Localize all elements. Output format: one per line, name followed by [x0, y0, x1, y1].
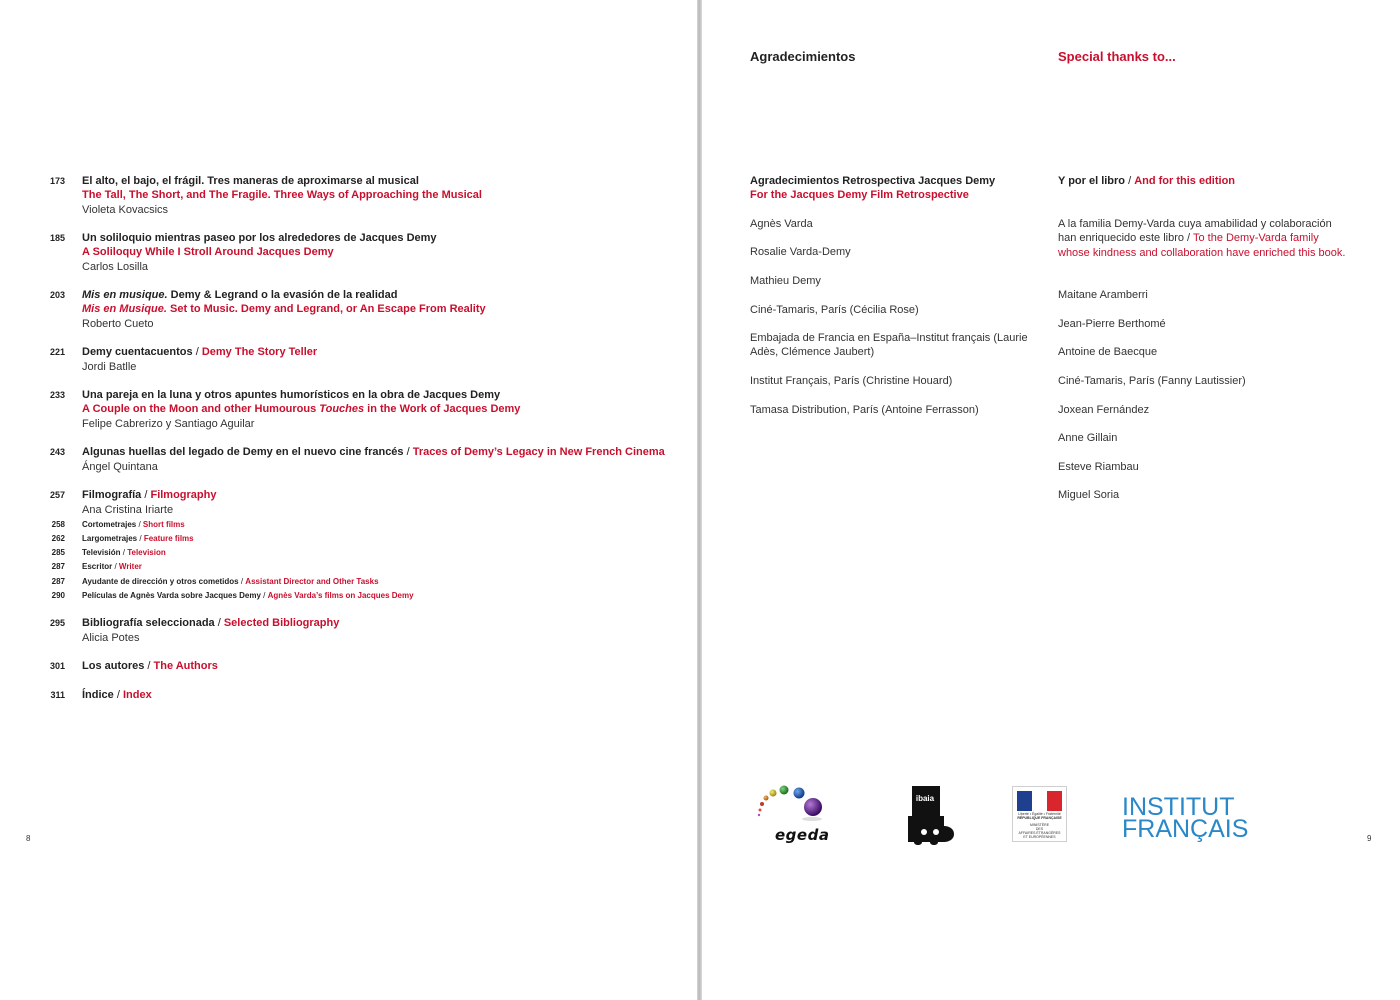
toc-title-es: El alto, el bajo, el frágil. Tres maneras de aproximarse al musical: [82, 175, 419, 187]
toc-title-en-italic: Touches: [319, 403, 365, 415]
rf-affaires: AFFAIRES ÉTRANGÈRES: [1018, 831, 1061, 835]
book-name: Anne Gillain: [1058, 432, 1118, 444]
toc-title-es-italic: Mis en musique.: [82, 289, 168, 301]
toc-title-en: [82, 302, 486, 316]
toc-subentry[interactable]: [0, 576, 690, 590]
table-of-contents: [0, 0, 690, 1000]
institut-wordmark-line1: INSTITUT: [1122, 793, 1235, 821]
toc-separator: /: [137, 534, 144, 543]
page-number-right: 9: [1367, 834, 1372, 843]
toc-title-es: Índice: [82, 689, 114, 701]
toc-subtitle-en: Short films: [142, 520, 185, 529]
toc-subtitle-en: Feature films: [143, 534, 194, 543]
toc-title: [82, 345, 317, 359]
toc-title: [82, 659, 218, 673]
toc-separator: /: [141, 489, 151, 501]
toc-subtitle: [82, 547, 166, 559]
toc-title-en: Demy The Story Teller: [201, 346, 318, 358]
toc-title-es: [82, 288, 397, 302]
ibaia-logo: [908, 786, 942, 844]
toc-subtitle-es: Televisión: [82, 548, 121, 557]
toc-title-es: Una pareja en la luna y otros apuntes humorísticos en la obra de Jacques Demy: [82, 389, 501, 401]
toc-page-number: 185: [49, 233, 65, 243]
retro-name: Mathieu Demy: [750, 275, 821, 287]
toc-subtitle-es: Ayudante de dirección y otros cometidos: [82, 577, 239, 586]
toc-page-number: 301: [49, 661, 65, 671]
retro-title-es: Agradecimientos Retrospectiva Jacques Demy: [750, 175, 996, 187]
toc-page-number: 295: [49, 618, 65, 628]
book-dedication: [1058, 217, 1348, 260]
toc-subtitle: [82, 533, 194, 545]
toc-title-es: Algunas huellas del legado de Demy en el nuevo cine francés: [82, 446, 404, 458]
marianne-flag-icon: [1013, 789, 1066, 813]
retro-name: Tamasa Distribution, París (Antoine Ferrasson): [750, 404, 979, 416]
toc-separator: /: [260, 591, 268, 600]
toc-title: [82, 445, 665, 459]
book-name: Ciné-Tamaris, París (Fanny Lautissier): [1058, 375, 1246, 387]
toc-title-en-rest: Set to Music. Demy and Legrand, or An Escape From Reality: [166, 303, 486, 315]
toc-page-number: 262: [51, 534, 65, 543]
toc-author: Ángel Quintana: [82, 461, 158, 473]
rf-des: DES: [1035, 827, 1044, 831]
book-name: Jean-Pierre Berthomé: [1058, 318, 1166, 330]
toc-subtitle-en: Television: [127, 548, 166, 557]
toc-title: [82, 616, 339, 630]
toc-title: [82, 488, 216, 502]
toc-subtitle-en: Writer: [118, 562, 142, 571]
toc-page-number: 285: [51, 548, 65, 557]
book-name: Joxean Fernández: [1058, 404, 1150, 416]
ibaia-wordmark: ibaia: [915, 794, 935, 803]
toc-subentry[interactable]: [0, 547, 690, 561]
toc-page-number: 287: [51, 562, 65, 571]
toc-page-number: 233: [49, 390, 65, 400]
toc-title-en-post: in the Work of Jacques Demy: [364, 403, 521, 415]
retro-name: Institut Français, París (Christine Houard): [750, 375, 953, 387]
book-dedication-en: To the Demy-Varda family whose kindness and collaboration have enriched this book.: [1058, 232, 1346, 259]
republique-francaise-logo: [1012, 786, 1067, 842]
toc-title-es: Filmografía: [82, 489, 142, 501]
rf-republique: RÉPUBLIQUE FRANÇAISE: [1017, 816, 1062, 820]
toc-title-es-rest: Demy & Legrand o la evasión de la realidad: [167, 289, 398, 301]
toc-separator: /: [112, 562, 119, 571]
toc-author: Jordi Batlle: [82, 361, 137, 373]
toc-separator: /: [136, 520, 143, 529]
toc-subentry[interactable]: [0, 590, 690, 604]
toc-author: Carlos Losilla: [82, 261, 149, 273]
institut-francais-logo: [1122, 793, 1249, 843]
toc-author: Felipe Cabrerizo y Santiago Aguilar: [82, 418, 255, 430]
toc-separator: /: [214, 617, 224, 629]
toc-page-number: 221: [49, 347, 65, 357]
egeda-logo-icon: [748, 782, 853, 828]
toc-subtitle-es: Cortometrajes: [82, 520, 137, 529]
toc-subtitle: [82, 576, 379, 588]
toc-separator: /: [238, 577, 246, 586]
toc-title-en-italic: Mis en Musique.: [82, 303, 167, 315]
heading-acknowledgements-en: Special thanks to...: [1058, 49, 1176, 64]
toc-title-en: [82, 402, 520, 416]
book-dedication-es: A la familia Demy-Varda cuya amabilidad y colaboración han enriquecido este libro: [1058, 218, 1332, 245]
toc-title-en: Traces of Demy’s Legacy in New French Cinema: [412, 446, 665, 458]
book-title-es: Y por el libro: [1058, 175, 1126, 187]
toc-author: Ana Cristina Iriarte: [82, 504, 174, 516]
book-name: Antoine de Baecque: [1058, 346, 1158, 358]
toc-title-en: A Soliloquy While I Stroll Around Jacques Demy: [82, 246, 334, 258]
retro-name: Rosalie Varda-Demy: [750, 246, 851, 258]
retro-name: Ciné-Tamaris, París (Cécilia Rose): [750, 304, 919, 316]
book-title-separator: /: [1125, 175, 1135, 187]
book-title-en: And for this edition: [1134, 175, 1236, 187]
toc-page-number: 311: [50, 690, 65, 700]
retro-section-title: [750, 174, 995, 202]
toc-subtitle-es: Películas de Agnès Varda sobre Jacques Demy: [82, 591, 261, 600]
toc-author: Violeta Kovacsics: [82, 204, 169, 216]
toc-page-number: 243: [49, 447, 65, 457]
institut-wordmark-line2: FRANÇAIS: [1122, 815, 1249, 843]
toc-subentry[interactable]: [0, 519, 690, 533]
retro-name: Agnès Varda: [750, 218, 813, 230]
toc-title-en: The Tall, The Short, and The Fragile. Three Ways of Approaching the Musical: [82, 189, 482, 201]
toc-separator: /: [113, 689, 123, 701]
rf-ministere: MINISTÈRE: [1029, 823, 1050, 827]
toc-separator: /: [403, 446, 413, 458]
toc-page-number: 203: [49, 290, 65, 300]
retro-title-en: For the Jacques Demy Film Retrospective: [750, 189, 969, 201]
toc-subtitle-en: Assistant Director and Other Tasks: [245, 577, 379, 586]
toc-title-en-pre: A Couple on the Moon and other Humourous: [82, 403, 320, 415]
toc-subentry[interactable]: [0, 561, 690, 575]
toc-title-es: Bibliografía seleccionada: [82, 617, 215, 629]
retro-name: Embajada de Francia en España–Institut français (Laurie Adès, Clémence Jaubert): [750, 332, 1028, 358]
toc-title-es: Los autores: [82, 660, 145, 672]
toc-title-en: Index: [122, 689, 152, 701]
toc-page-number: 257: [49, 490, 65, 500]
toc-title-en: The Authors: [153, 660, 218, 672]
book-name: Esteve Riambau: [1058, 461, 1139, 473]
book-gutter: [697, 0, 702, 1000]
toc-page-number: 290: [51, 591, 65, 600]
heading-acknowledgements-es: Agradecimientos: [750, 49, 856, 64]
toc-page-number: 173: [49, 176, 65, 186]
toc-title: [82, 688, 152, 702]
toc-separator: /: [192, 346, 202, 358]
book-name: Maitane Aramberri: [1058, 289, 1148, 301]
egeda-wordmark: egeda: [775, 826, 830, 844]
rf-motto: Liberté • Égalité • Fraternité: [1018, 812, 1061, 816]
toc-author: Roberto Cueto: [82, 318, 154, 330]
toc-subtitle: [82, 561, 142, 573]
toc-title-es: Un soliloquio mientras paseo por los alrededores de Jacques Demy: [82, 232, 437, 244]
toc-subtitle-es: Largometrajes: [82, 534, 138, 543]
toc-page-number: 258: [51, 520, 65, 529]
toc-separator: /: [120, 548, 128, 557]
book-dedication-separator: /: [1183, 232, 1193, 245]
toc-subtitle-en: Agnès Varda’s films on Jacques Demy: [267, 591, 414, 600]
toc-subtitle: [82, 590, 414, 602]
page-number-left: 8: [26, 834, 31, 843]
toc-page-number: 287: [51, 577, 65, 586]
toc-subtitle: [82, 519, 185, 531]
rf-europeennes: ET EUROPÉENNES: [1023, 835, 1056, 839]
toc-author: Alicia Potes: [82, 632, 140, 644]
toc-title-en: Filmography: [150, 489, 217, 501]
book-name: Miguel Soria: [1058, 489, 1120, 501]
toc-subtitle-es: Escritor: [82, 562, 113, 571]
toc-title-es: Demy cuentacuentos: [82, 346, 193, 358]
toc-separator: /: [144, 660, 154, 672]
toc-subentry[interactable]: [0, 533, 690, 547]
book-section-title: [1058, 174, 1235, 188]
toc-title-en: Selected Bibliography: [223, 617, 340, 629]
